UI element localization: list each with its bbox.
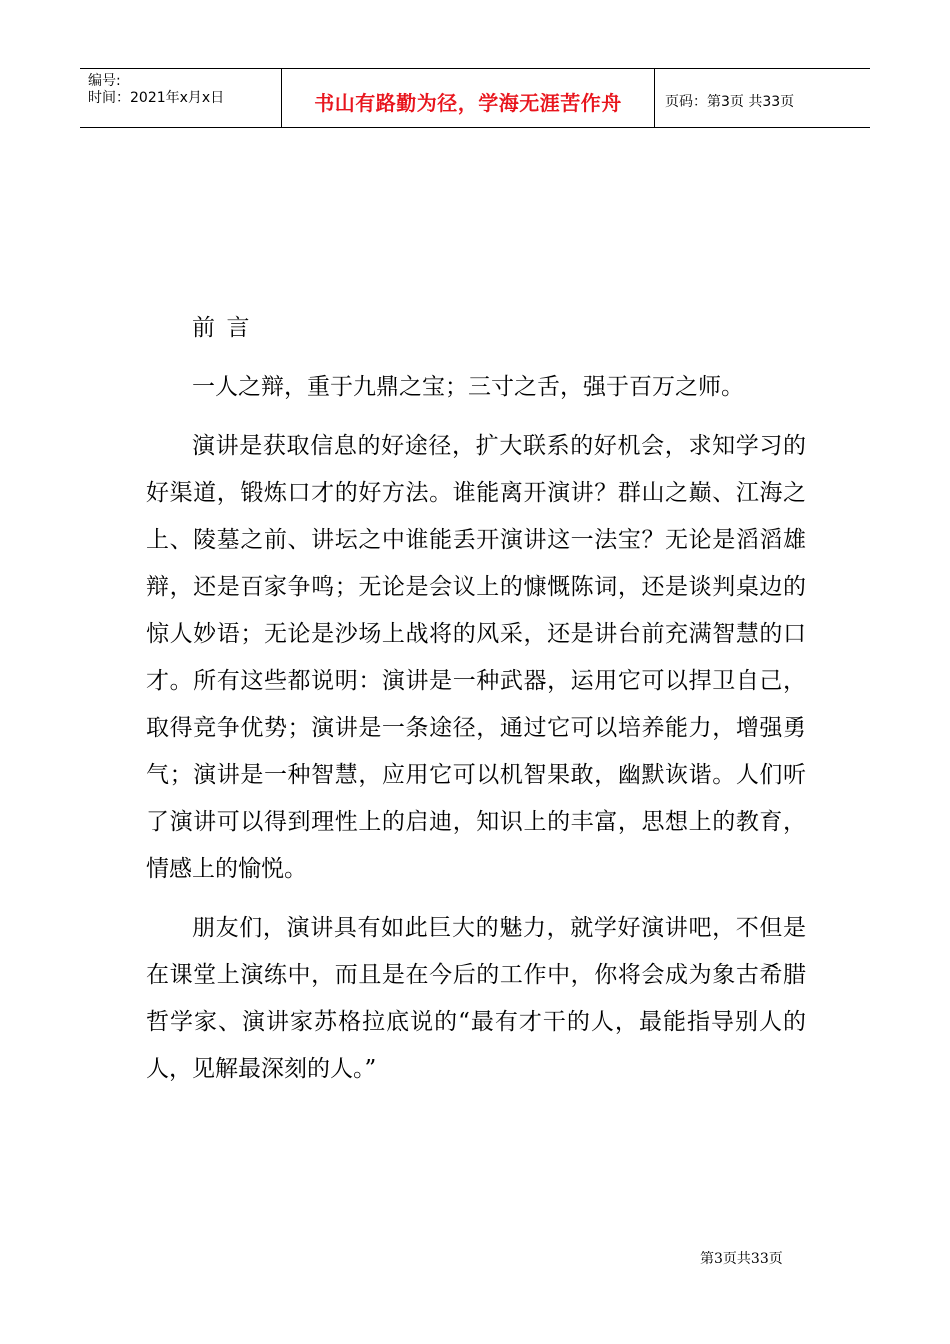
page-footer: 第3页共33页	[700, 1251, 783, 1267]
page-code: 页码：第3页 共33页	[665, 94, 795, 110]
document-header	[80, 68, 870, 128]
motto-text: 书山有路勤为径，学海无涯苦作舟	[314, 90, 622, 115]
paragraph-3: 朋友们，演讲具有如此巨大的魅力，就学好演讲吧，不但是在课堂上演练中，而且是在今后的工作中，你将会成为象古希腊哲学家、演讲家苏格拉底说的“最有才干的人，最能指导别人的人，见解最深刻的人。”	[146, 915, 806, 1082]
header-motto-cell	[282, 69, 655, 127]
section-title: 前言	[192, 315, 261, 341]
header-page-cell	[655, 69, 870, 127]
date-line: 时间：2021年x月x日	[88, 90, 225, 106]
header-meta-cell	[80, 69, 282, 127]
paragraph-2: 演讲是获取信息的好途径，扩大联系的好机会，求知学习的好渠道，锻炼口才的好方法。谁能离开演讲？群山之巅、江海之上、陵墓之前、讲坛之中谁能丢开演讲这一法宝？无论是滔滔雄辩，还是百家争鸣；无论是会议上的慷慨陈词，还是谈判桌边的惊人妙语；无论是沙场上战将的风采，还是讲台前充满智慧的口才。所有这些都说明：演讲是一种武器，运用它可以捍卫自己，取得竞争优势；演讲是一条途径，通过它可以培养能力，增强勇气；演讲是一种智慧，应用它可以机智果敢，幽默诙谐。人们听了演讲可以得到理性上的启迪，知识上的丰富，思想上的教育，情感上的愉悦。	[146, 433, 806, 882]
number-label: 编号:	[88, 73, 121, 89]
paragraph-1: 一人之辩，重于九鼎之宝；三寸之舌，强于百万之师。	[192, 374, 744, 400]
document-body	[146, 305, 806, 1093]
